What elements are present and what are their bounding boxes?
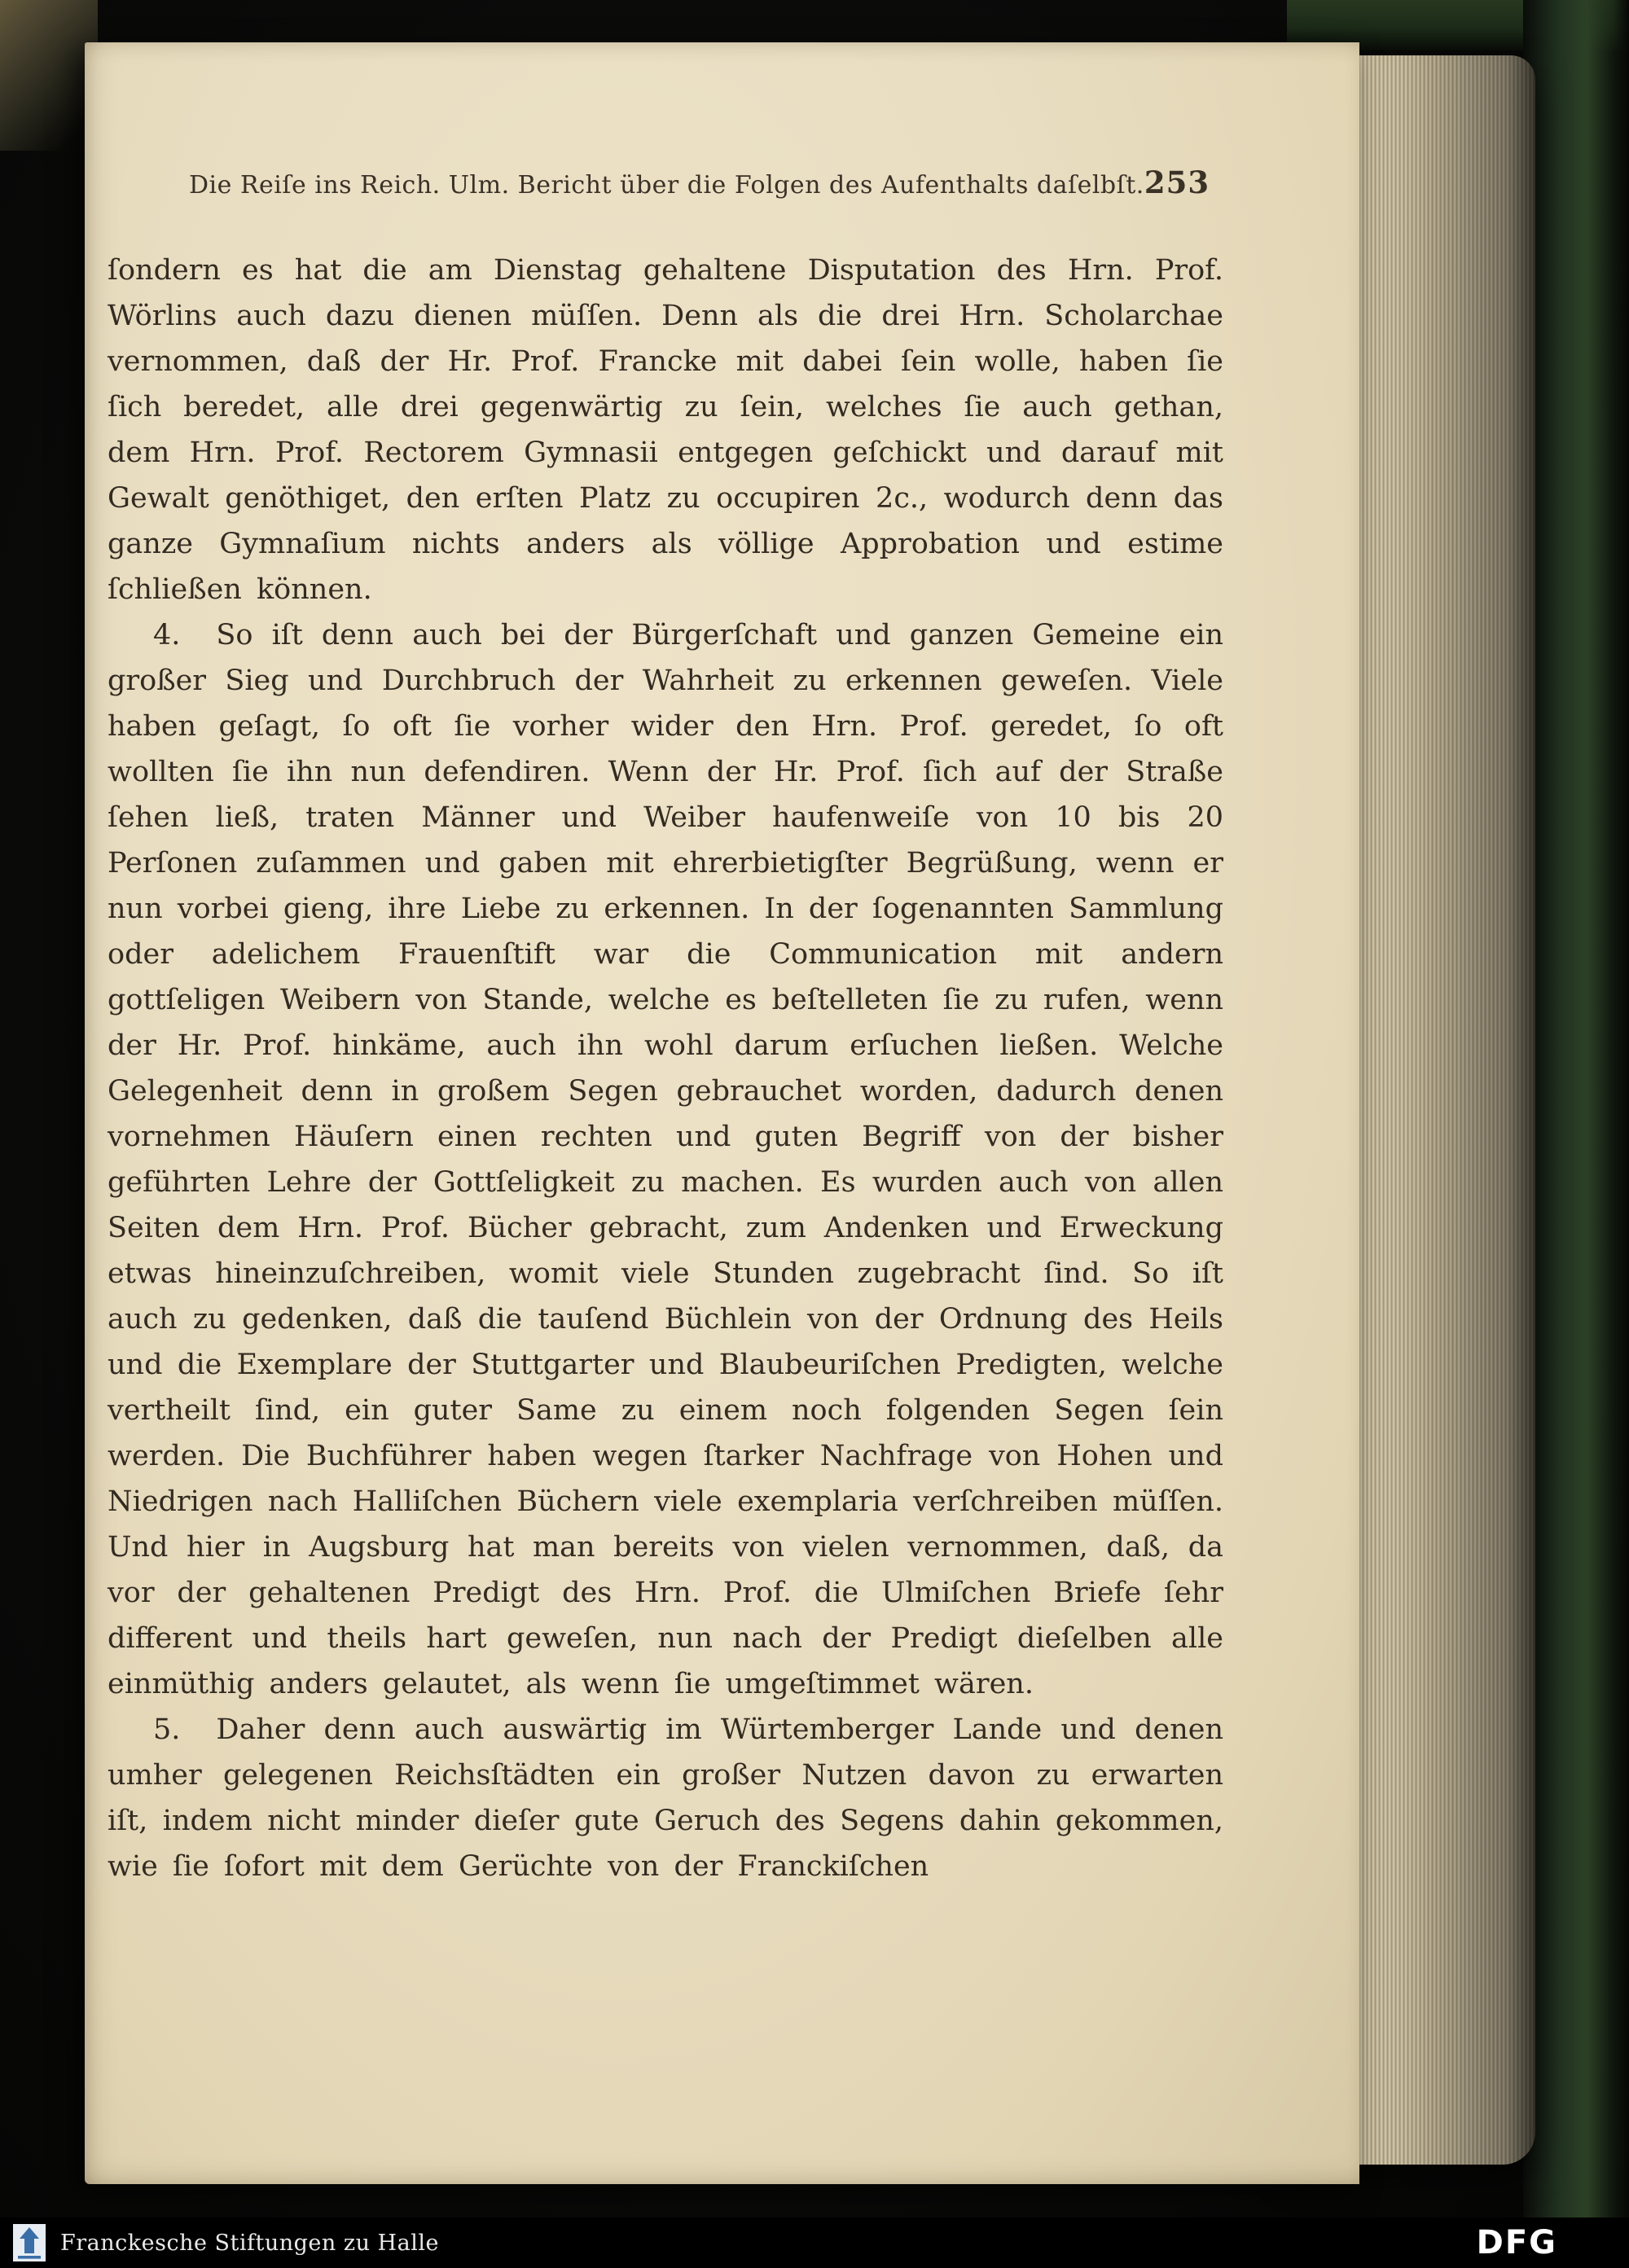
running-title: Die Reiſe ins Reich. Ulm. Bericht über die Folgen des Aufenthalts daſelbſt. bbox=[189, 171, 1144, 200]
institution-label: Franckesche Stiftungen zu Halle bbox=[60, 2230, 439, 2256]
page-number: 253 bbox=[1144, 165, 1210, 200]
paragraph-text: Daher denn auch auswärtig im Würtemberger Lande und denen umher gelegenen Reichsſtädten ein großer Nutzen davon zu erwarten iſt, indem nicht minder dieſer gute Geruch des Segens dahin gekommen, wie ſie ſofort mit dem Gerüchte von der Franckiſchen bbox=[108, 1713, 1223, 1883]
paragraph-text: So iſt denn auch bei der Bürgerſchaft und ganzen Gemeine ein großer Sieg und Durchbruch der Wahrheit zu erkennen geweſen. Viele haben geſagt, ſo oft ſie vorher wider den Hrn. Prof. geredet, ſo oft wollten ſie ihn nun defendiren. Wenn der Hr. Prof. ſich auf der Straße ſehen ließ, traten Männer und Weiber haufenweiſe von 10 bis 20 Perſonen zuſammen und gaben mit ehrerbietigſter Begrüßung, wenn er nun vorbei gieng, ihre Liebe zu erkennen. In der ſogenannten Sammlung oder adelichem Frauenſtift war die Communication mit andern gottſeligen Weibern von Stande, welche es beſtelleten ſie zu rufen, wenn der Hr. Prof. hinkäme, auch ihn wohl darum erſuchen ließen. Welche Gelegenheit denn in großem Segen gebrauchet worden, dadurch denen vornehmen Häuſern einen rechten und guten Begriff von der bisher geführten Lehre der Gottſeligkeit zu machen. Es wurden auch von allen Seiten dem Hrn. Prof. Bücher gebracht, zum Andenken und Erweckung etwas hineinzuſchreiben, womit viele Stunden zugebracht ſind. So iſt auch zu gedenken, daß die tauſend Büchlein von der Ordnung des Heils und die Exemplare der Stuttgarter und Blaubeuriſchen Predigten, welche vertheilt ſind, ein guter Same zu einem noch folgenden Segen ſein werden. Die Buchführer haben wegen ſtarker Nachfrage von Hohen und Niedrigen nach Halliſchen Büchern viele exemplaria verſchreiben müſſen. Und hier in Augsburg hat man bereits von vielen vernommen, daß, da vor der gehaltenen Predigt des Hrn. Prof. die Ulmiſchen Briefe ſehr different und theils hart geweſen, nun nach der Predigt dieſelben alle einmüthig anders gelautet, als wenn ſie umgeſtimmet wären. bbox=[108, 619, 1223, 1700]
franckesche-stiftungen-logo-icon bbox=[13, 2224, 46, 2261]
book-cover-right-edge bbox=[1523, 0, 1629, 2268]
paragraph-5 bbox=[108, 1707, 1223, 1889]
viewer-footer-bar bbox=[0, 2218, 1629, 2268]
paragraph-4 bbox=[108, 612, 1223, 1707]
dfg-logo: DFG bbox=[1476, 2224, 1557, 2261]
paragraph-number: 4. bbox=[153, 619, 181, 651]
book-spine-corner bbox=[0, 0, 98, 151]
footer-left bbox=[13, 2224, 439, 2261]
paragraph-number: 5. bbox=[153, 1713, 181, 1746]
book-page bbox=[85, 42, 1359, 2184]
page-body-text bbox=[108, 248, 1223, 1889]
paragraph-continuation: ſondern es hat die am Dienstag gehaltene Disputation des Hrn. Prof. Wörlins auch dazu dienen müſſen. Denn als die drei Hrn. Scholarchae vernommen, daß der Hr. Prof. Francke mit dabei ſein wolle, haben ſie ſich beredet, alle drei gegenwärtig zu ſein, welches ſie auch gethan, dem Hrn. Prof. Rectorem Gymnasii entgegen geſchickt und darauf mit Gewalt genöthiget, den erſten Platz zu occupiren 2c., wodurch denn das ganze Gymnaſium nichts anders als völlige Approbation und estime ſchließen können. bbox=[108, 254, 1223, 606]
running-header bbox=[108, 165, 1221, 200]
